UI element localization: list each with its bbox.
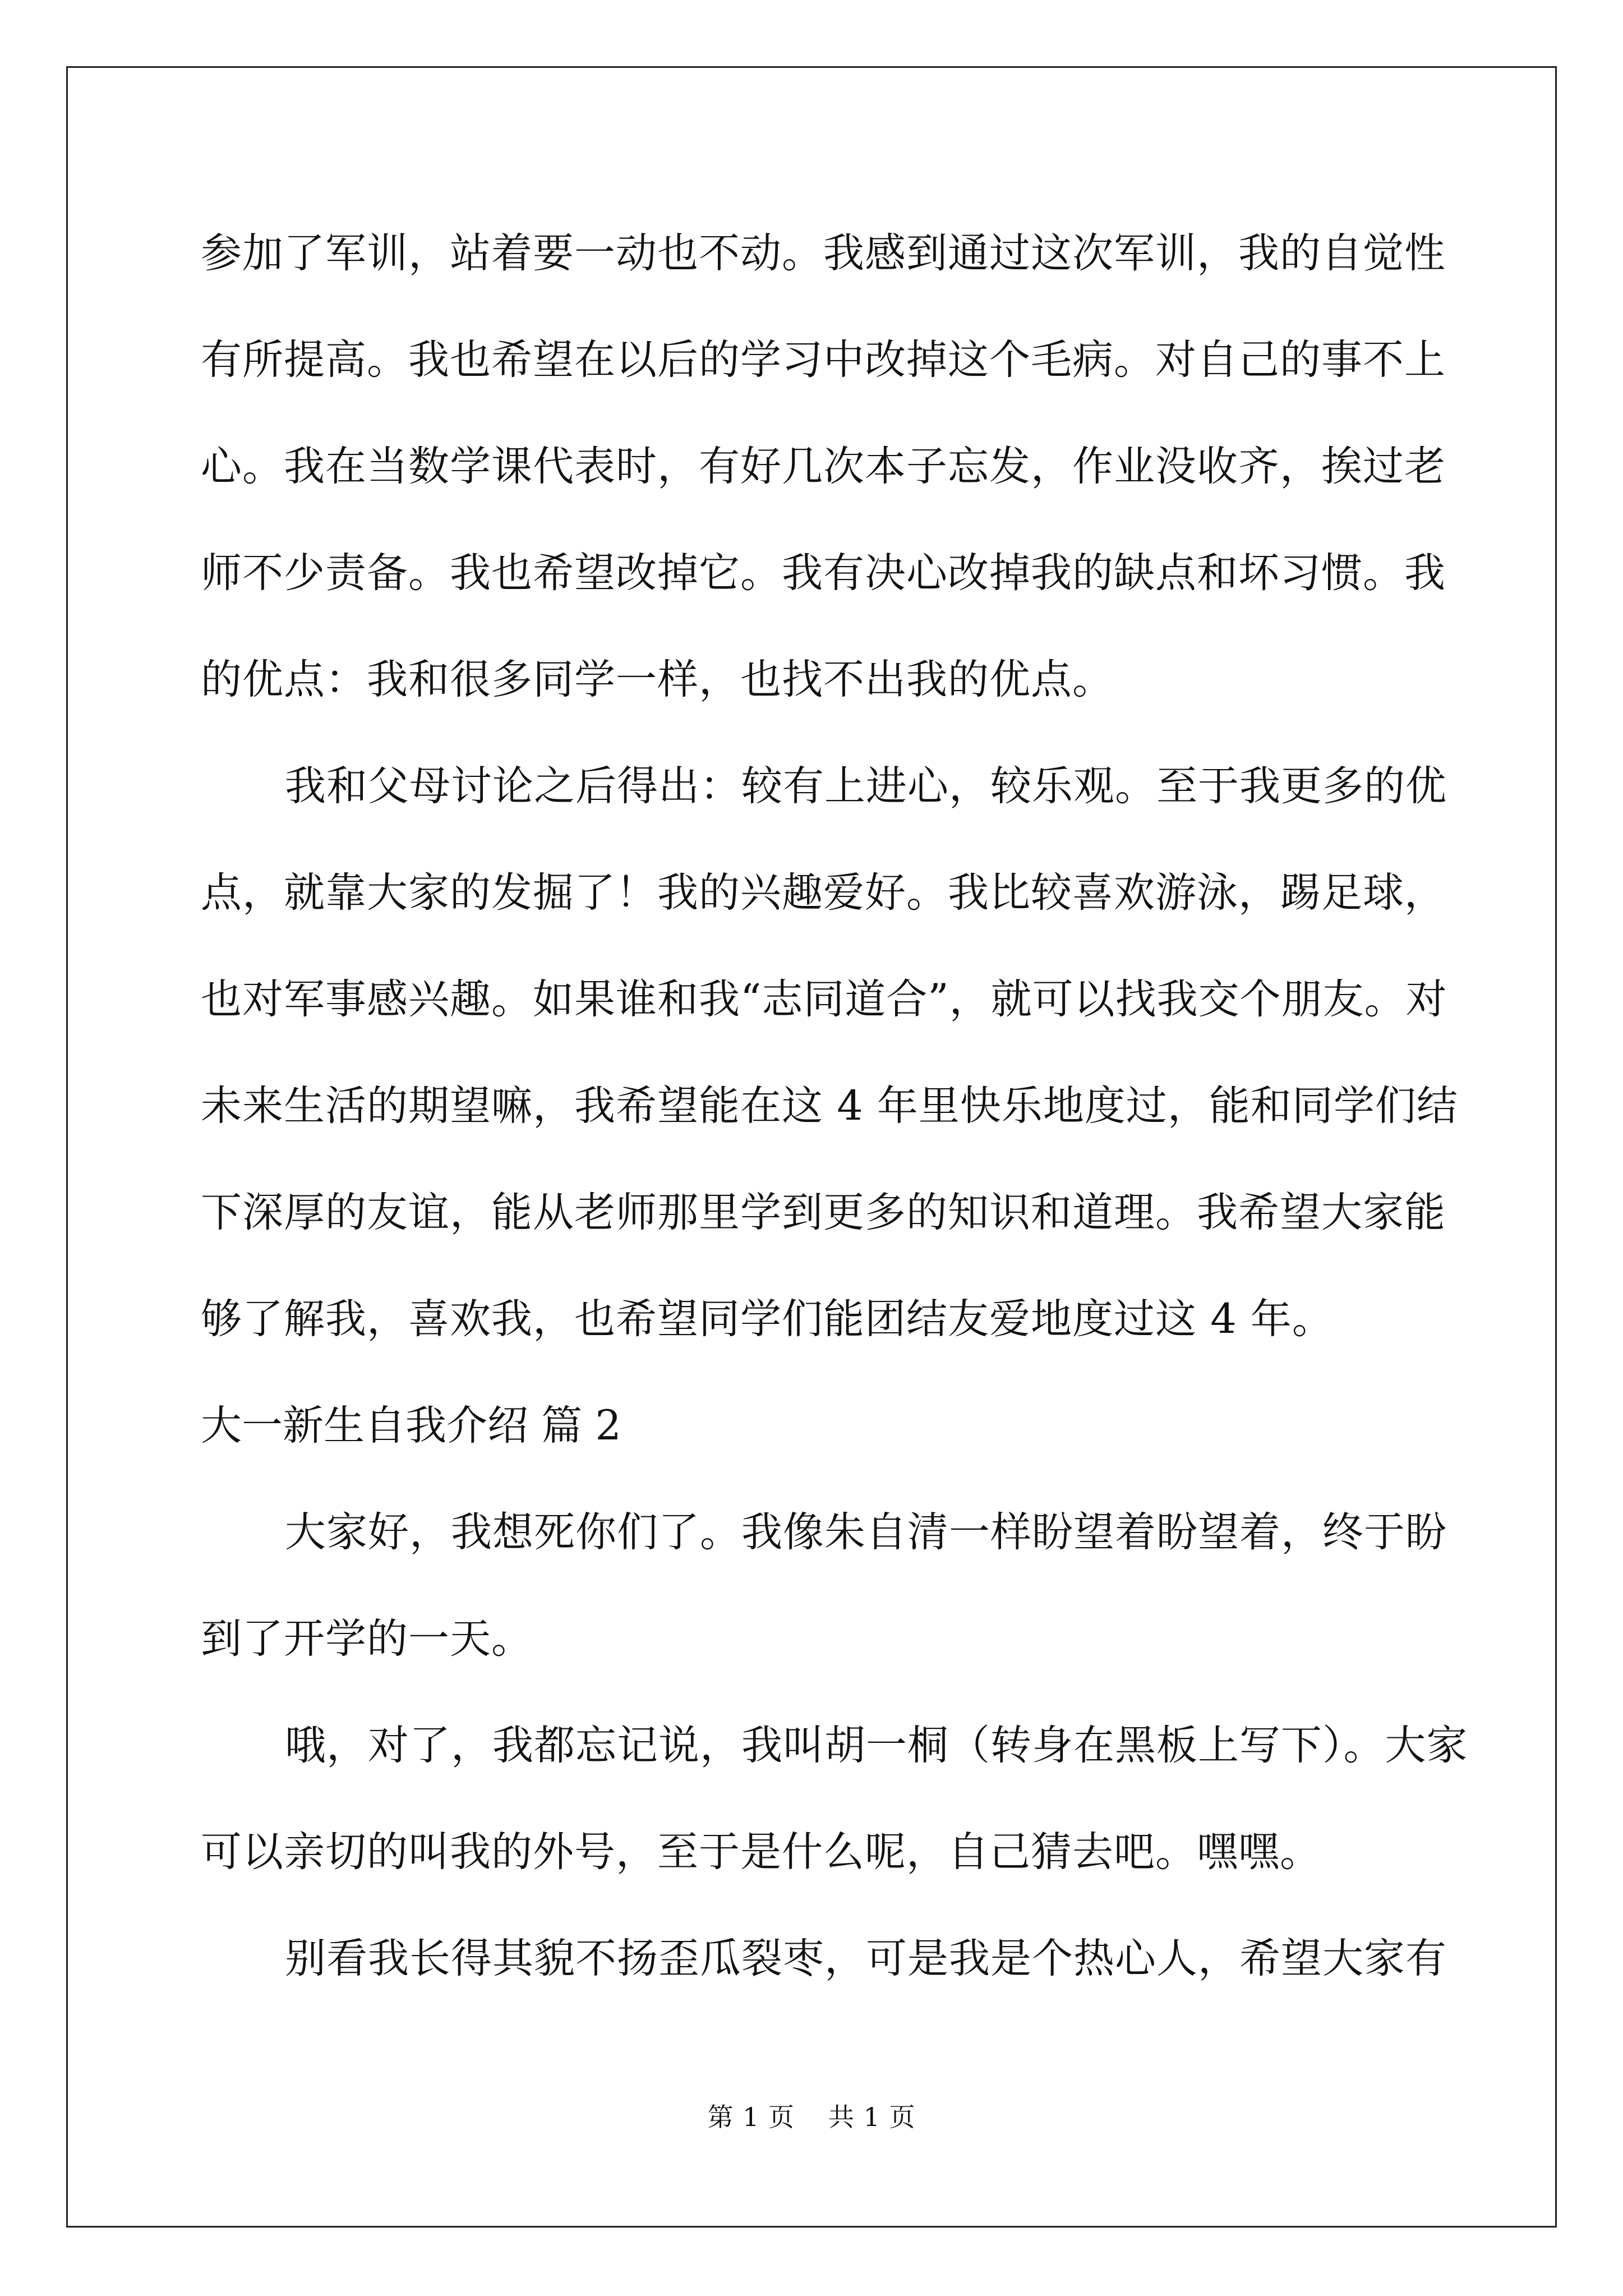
section-heading: 大一新生自我介绍 篇 2 bbox=[201, 1402, 621, 1450]
document-body bbox=[201, 220, 1468, 2032]
paragraph bbox=[201, 753, 1458, 1392]
text-line: 也对军事感兴趣。如果谁和我“志同道合”，就可以找我交个朋友。对 bbox=[201, 976, 1447, 1023]
paragraph bbox=[201, 1925, 1447, 2032]
text-line: 师不少责备。我也希望改掉它。我有决心改掉我的缺点和坏习惯。我 bbox=[201, 549, 1446, 597]
text-line: 的优点：我和很多同学一样，也找不出我的优点。 bbox=[201, 656, 1114, 703]
text-line: 哦，对了，我都忘记说，我叫胡一桐（转身在黑板上写下）。大家 bbox=[285, 1722, 1468, 1769]
paragraph bbox=[201, 220, 1446, 753]
text-line: 参加了军训，站着要一动也不动。我感到通过这次军训，我的自觉性 bbox=[201, 229, 1446, 277]
text-line: 可以亲切的叫我的外号，至于是什么呢，自己猜去吧。嘿嘿。 bbox=[201, 1828, 1321, 1876]
paragraph bbox=[201, 1712, 1468, 1925]
text-line: 大家好，我想死你们了。我像朱自清一样盼望着盼望着，终于盼 bbox=[285, 1508, 1447, 1556]
text-line: 我和父母讨论之后得出：较有上进心，较乐观。至于我更多的优 bbox=[285, 762, 1447, 810]
text-line: 够了解我，喜欢我，也希望同学们能团结友爱地度过这 4 年。 bbox=[201, 1295, 1334, 1343]
page-total: 共 1 页 bbox=[828, 2102, 916, 2132]
paragraph bbox=[201, 1499, 1447, 1712]
text-line: 到了开学的一天。 bbox=[201, 1615, 533, 1663]
page-footer bbox=[0, 2097, 1623, 2134]
text-line: 未来生活的期望嘛，我希望能在这 4 年里快乐地度过，能和同学们结 bbox=[201, 1082, 1458, 1130]
text-line: 点，就靠大家的发掘了！我的兴趣爱好。我比较喜欢游泳，踢足球， bbox=[201, 869, 1446, 917]
text-line: 有所提高。我也希望在以后的学习中改掉这个毛病。对自己的事不上 bbox=[201, 336, 1446, 384]
page-number: 第 1 页 bbox=[707, 2102, 795, 2132]
text-line: 别看我长得其貌不扬歪瓜裂枣，可是我是个热心人，希望大家有 bbox=[285, 1935, 1447, 1982]
text-line: 下深厚的友谊，能从老师那里学到更多的知识和道理。我希望大家能 bbox=[201, 1189, 1446, 1236]
text-line: 心。我在当数学课代表时，有好几次本子忘发，作业没收齐，挨过老 bbox=[201, 443, 1446, 490]
